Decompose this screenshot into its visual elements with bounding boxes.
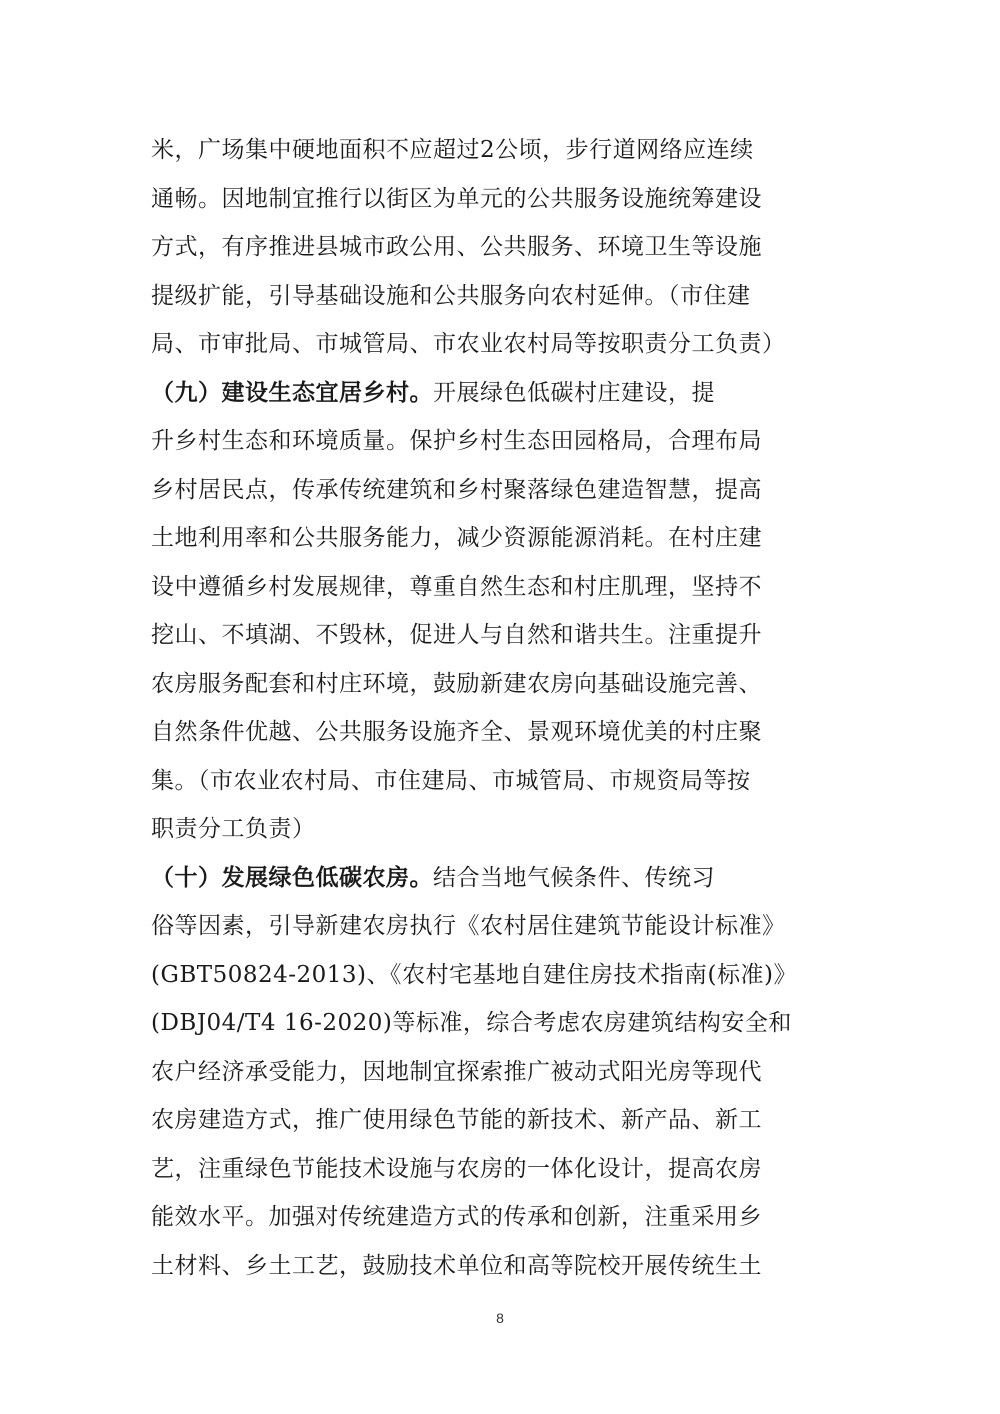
text-line: 土地利用率和公共服务能力，减少资源能源消耗。在村庄建 [151, 525, 762, 551]
text-line: 自然条件优越、公共服务设施齐全、景观环境优美的村庄聚 [151, 719, 762, 745]
section-9-heading: （九）建设生态宜居乡村。 [151, 380, 433, 406]
text-line: 升乡村生态和环境质量。保护乡村生态田园格局，合理布局 [151, 428, 762, 454]
text-line: 能效水平。加强对传统建造方式的传承和创新，注重采用乡 [151, 1204, 762, 1230]
section-10-first-line [151, 858, 851, 898]
section-10-heading: （十）发展绿色低碳农房。 [151, 865, 433, 891]
text-line: 农房建造方式，推广使用绿色节能的新技术、新产品、新工 [151, 1107, 762, 1133]
text-line: 设中遵循乡村发展规律，尊重自然生态和村庄肌理，坚持不 [151, 574, 762, 600]
section-9-first-line [151, 373, 851, 413]
text-line: 开展绿色低碳村庄建设，提 [433, 380, 715, 406]
text-line: 通畅。因地制宜推行以街区为单元的公共服务设施统筹建设 [151, 186, 762, 212]
text-line: 结合当地气候条件、传统习 [433, 865, 715, 891]
text-line: 职责分工负责） [151, 816, 316, 842]
text-line: 农房服务配套和村庄环境，鼓励新建农房向基础设施完善、 [151, 671, 762, 697]
text-line: 集。（市农业农村局、市住建局、市城管局、市规资局等按 [151, 768, 751, 794]
text-line: 米，广场集中硬地面积不应超过2公顷，步行道网络应连续 [151, 137, 754, 163]
text-line: 土材料、乡土工艺，鼓励技术单位和高等院校开展传统生土 [151, 1253, 762, 1279]
text-line: 乡村居民点，传承传统建筑和乡村聚落绿色建造智慧，提高 [151, 477, 762, 503]
text-line: 局、市审批局、市城管局、市农业农村局等按职责分工负责） [151, 331, 786, 357]
text-line: 俗等因素，引导新建农房执行《农村居住建筑节能设计标准》 [151, 913, 786, 939]
text-line: 艺，注重绿色节能技术设施与农房的一体化设计，提高农房 [151, 1156, 762, 1182]
text-line: 挖山、不填湖、不毁林，促进人与自然和谐共生。注重提升 [151, 622, 762, 648]
text-line: (DBJ04/T4 16-2020)等标准，综合考虑农房建筑结构安全和 [151, 1010, 792, 1036]
text-line: 方式，有序推进县城市政公用、公共服务、环境卫生等设施 [151, 234, 762, 260]
page-number: 8 [496, 1310, 504, 1326]
text-line: 农户经济承受能力，因地制宜探索推广被动式阳光房等现代 [151, 1059, 762, 1085]
text-line: 提级扩能，引导基础设施和公共服务向农村延伸。（市住建 [151, 283, 751, 309]
text-line: (GBT50824-2013)、《农村宅基地自建住房技术指南(标准)》 [151, 962, 797, 988]
